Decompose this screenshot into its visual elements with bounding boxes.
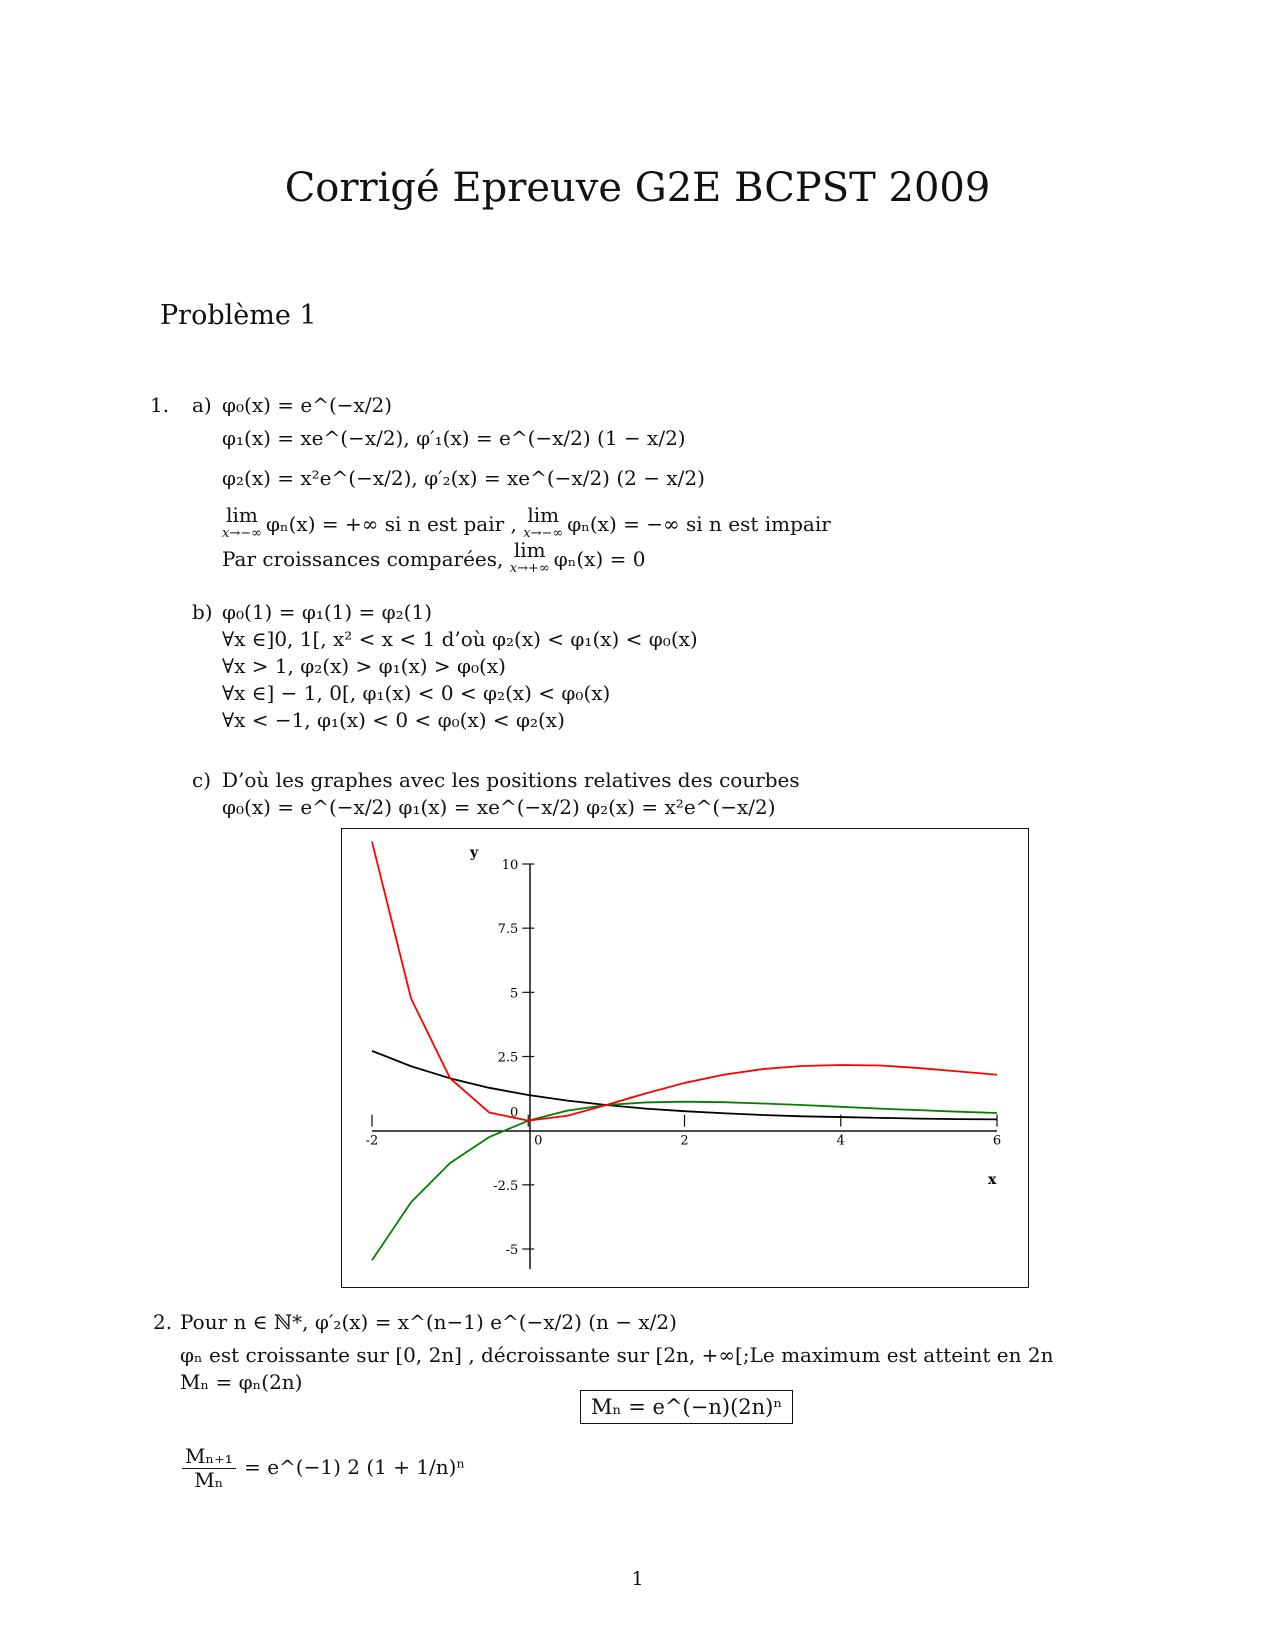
y-tick-label: 5: [509, 986, 519, 1002]
function-plot: [342, 829, 1028, 1287]
y-axis-label: y: [470, 845, 479, 861]
x-axis-label: x: [988, 1172, 997, 1188]
y-tick-label: 10: [501, 858, 519, 873]
chart-frame: [341, 828, 1029, 1288]
q1c-line1: D’où les graphes avec les positions relatives des courbes: [222, 768, 800, 792]
boxed-result: Mₙ = e^(−n)(2n)ⁿ: [580, 1390, 793, 1424]
y-tick-label: 2.5: [497, 1050, 519, 1066]
x-tick-label: 4: [836, 1133, 845, 1149]
q2-line1: Pour n ∈ ℕ*, φ′₂(x) = x^(n−1) e^(−x/2) (n − x/2): [180, 1310, 677, 1334]
page-number: 1: [631, 1568, 644, 1590]
y-tick-label: 0: [509, 1105, 519, 1121]
limit-operator: lim x→−∞: [523, 503, 564, 541]
section-heading: Problème 1: [160, 300, 317, 331]
q1a-line5a: Par croissances comparées,: [222, 547, 504, 571]
x-tick-label: 2: [680, 1133, 689, 1149]
q1a-line4b: φₙ(x) = −∞ si n est impair: [567, 512, 831, 536]
q2-line2: φₙ est croissante sur [0, 2n] , décroissante sur [2n, +∞[;Le maximum est atteint en 2n: [180, 1343, 1054, 1367]
x-tick-label: 6: [992, 1133, 1002, 1149]
q1a-line4: [222, 505, 831, 540]
ratio-fraction: $\frac{\text{Mₙ₊₁}}{\text{Mₙ}}$: [182, 1445, 236, 1492]
x-tick-label: 0: [534, 1133, 543, 1149]
series-line-3: [372, 842, 997, 1121]
q1b-line: ∀x ∈] − 1, 0[, φ₁(x) < 0 < φ₂(x) < φ₀(x): [222, 681, 611, 705]
y-tick-label: -5: [505, 1243, 519, 1258]
page-title: Corrigé Epreuve G2E BCPST 2009: [284, 165, 991, 211]
q2-line3: Mₙ = φₙ(2n): [180, 1370, 303, 1394]
q1a-line2: φ₁(x) = xe^(−x/2), φ′₁(x) = e^(−x/2) (1 − x/2): [222, 426, 686, 450]
q1a-line5: [222, 540, 645, 575]
q1a-line3: φ₂(x) = x²e^(−x/2), φ′₂(x) = xe^(−x/2) (2 − x/2): [222, 466, 705, 490]
q1-number: 1.: [150, 393, 170, 417]
q1a-line5b: φₙ(x) = 0: [553, 547, 646, 571]
y-tick-label: -2.5: [493, 1178, 519, 1194]
q2-number: 2.: [153, 1310, 173, 1334]
y-tick-label: 7.5: [497, 922, 519, 938]
q1a-line4a: φₙ(x) = +∞ si n est pair ,: [265, 512, 517, 536]
q1b-label: b): [192, 600, 213, 624]
q1c-label: c): [192, 768, 212, 792]
q1a-label: a): [192, 393, 212, 417]
limit-operator: lim x→−∞: [222, 503, 262, 541]
q2-ratio: [180, 1445, 465, 1492]
ratio-rhs: = e^(−1) 2 (1 + 1/n)ⁿ: [244, 1455, 466, 1479]
limit-operator: lim x→+∞: [509, 538, 550, 576]
x-tick-label: -2: [365, 1133, 379, 1149]
q1b-line: ∀x > 1, φ₂(x) > φ₁(x) > φ₀(x): [222, 654, 506, 678]
q1b-line: ∀x < −1, φ₁(x) < 0 < φ₀(x) < φ₂(x): [222, 708, 565, 732]
q1a-line1: φ₀(x) = e^(−x/2): [222, 393, 393, 417]
q1b-line: φ₀(1) = φ₁(1) = φ₂(1): [222, 600, 432, 624]
q1b-line: ∀x ∈]0, 1[, x² < x < 1 d’où φ₂(x) < φ₁(x) < φ₀(x): [222, 627, 698, 651]
q1c-line2: φ₀(x) = e^(−x/2) φ₁(x) = xe^(−x/2) φ₂(x) = x²e^(−x/2): [222, 795, 776, 819]
